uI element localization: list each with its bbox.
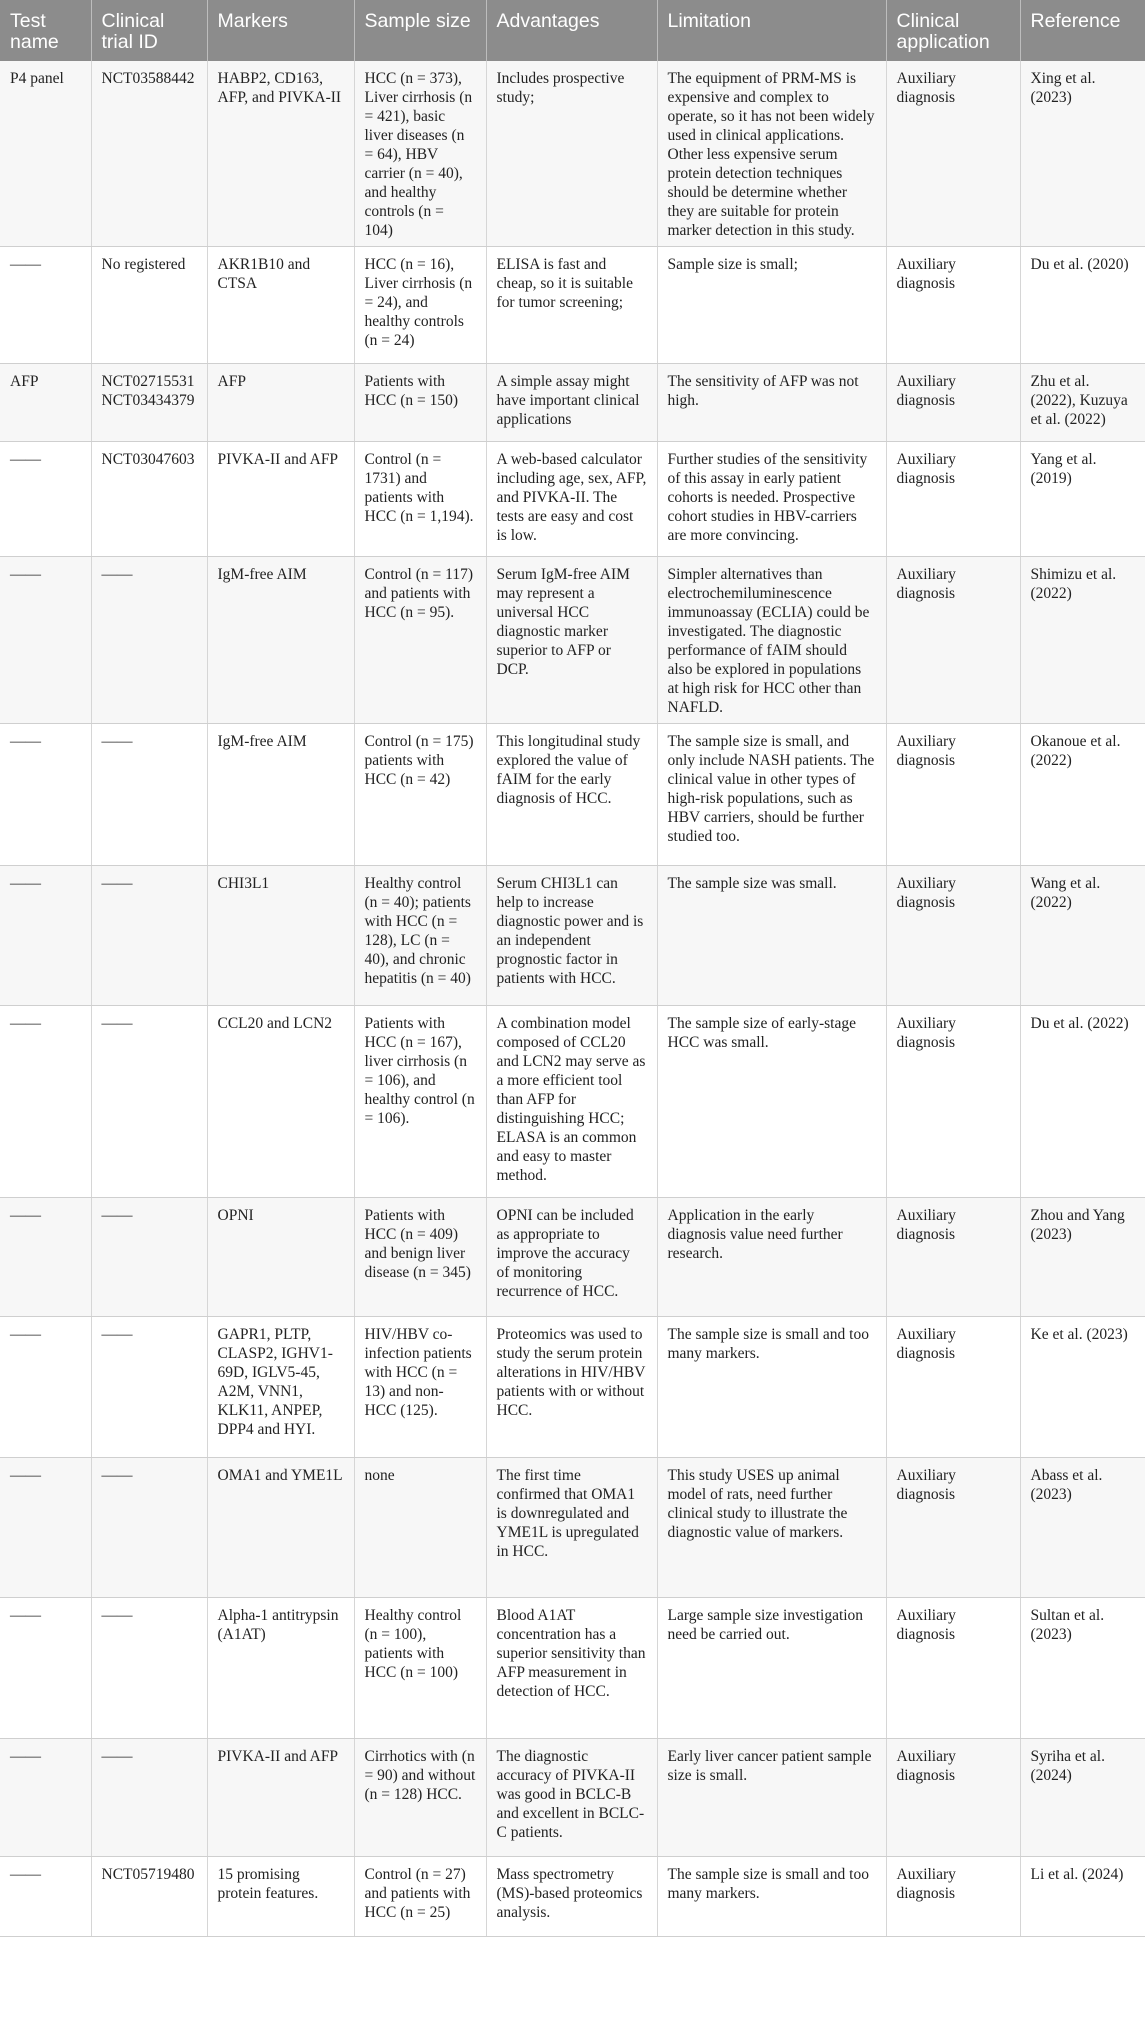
cell-markers: AKR1B10 and CTSA [207, 247, 354, 364]
cell-sample-size: Control (n = 175) patients with HCC (n = 42) [354, 724, 486, 866]
header-sample-size: Sample size [354, 0, 486, 61]
cell-markers: PIVKA-II and AFP [207, 442, 354, 557]
cell-clinical-trial-id: —— [91, 1317, 207, 1458]
cell-sample-size: HIV/HBV co-infection patients with HCC (n = 13) and non-HCC (125). [354, 1317, 486, 1458]
cell-sample-size: Patients with HCC (n = 409) and benign liver disease (n = 345) [354, 1198, 486, 1317]
cell-clinical-trial-id: No registered [91, 247, 207, 364]
cell-advantages: The diagnostic accuracy of PIVKA-II was good in BCLC-B and excellent in BCLC-C patients. [486, 1739, 657, 1857]
cell-test-name: —— [0, 1458, 91, 1598]
cell-limitation: Sample size is small; [657, 247, 886, 364]
header-test-name: Test name [0, 0, 91, 61]
table-row [0, 1857, 1145, 1937]
cell-limitation: Further studies of the sensitivity of this assay in early patient cohorts is needed. Prospective cohort studies in HBV-carriers are more convincing. [657, 442, 886, 557]
cell-limitation: The sensitivity of AFP was not high. [657, 364, 886, 442]
cell-test-name: —— [0, 1317, 91, 1458]
cell-clinical-trial-id: —— [91, 1198, 207, 1317]
cell-reference: Sultan et al. (2023) [1020, 1598, 1145, 1739]
cell-advantages: A simple assay might have important clinical applications [486, 364, 657, 442]
cell-test-name: AFP [0, 364, 91, 442]
table-row [0, 61, 1145, 247]
cell-sample-size: Healthy control (n = 40); patients with HCC (n = 128), LC (n = 40), and chronic hepatitis (n = 40) [354, 866, 486, 1006]
cell-advantages: Blood A1AT concentration has a superior sensitivity than AFP measurement in detection of HCC. [486, 1598, 657, 1739]
cell-reference: Shimizu et al. (2022) [1020, 557, 1145, 724]
table-row [0, 1458, 1145, 1598]
table-row [0, 442, 1145, 557]
cell-clinical-trial-id: NCT03588442 [91, 61, 207, 247]
cell-reference: Wang et al. (2022) [1020, 866, 1145, 1006]
cell-limitation: The sample size is small and too many markers. [657, 1857, 886, 1937]
cell-markers: IgM-free AIM [207, 557, 354, 724]
cell-reference: Du et al. (2022) [1020, 1006, 1145, 1198]
cell-markers: GAPR1, PLTP, CLASP2, IGHV1-69D, IGLV5-45, A2M, VNN1, KLK11, ANPEP, DPP4 and HYI. [207, 1317, 354, 1458]
cell-clinical-application: Auxiliary diagnosis [886, 1198, 1020, 1317]
table-row [0, 1739, 1145, 1857]
table-row [0, 247, 1145, 364]
cell-sample-size: Control (n = 27) and patients with HCC (n = 25) [354, 1857, 486, 1937]
cell-advantages: Includes prospective study; [486, 61, 657, 247]
cell-clinical-application: Auxiliary diagnosis [886, 1857, 1020, 1937]
cell-sample-size: Patients with HCC (n = 167), liver cirrhosis (n = 106), and healthy control (n = 106). [354, 1006, 486, 1198]
cell-clinical-trial-id: —— [91, 1598, 207, 1739]
cell-clinical-trial-id: —— [91, 1739, 207, 1857]
header-clinical-application: Clinical application [886, 0, 1020, 61]
header-clinical-trial-id: Clinical trial ID [91, 0, 207, 61]
cell-sample-size: HCC (n = 373), Liver cirrhosis (n = 421), basic liver diseases (n = 64), HBV carrier (n = 40), and healthy controls (n = 104) [354, 61, 486, 247]
cell-reference: Zhu et al. (2022), Kuzuya et al. (2022) [1020, 364, 1145, 442]
cell-reference: Du et al. (2020) [1020, 247, 1145, 364]
cell-reference: Li et al. (2024) [1020, 1857, 1145, 1937]
cell-clinical-application: Auxiliary diagnosis [886, 1317, 1020, 1458]
header-reference: Reference [1020, 0, 1145, 61]
cell-limitation: The equipment of PRM-MS is expensive and complex to operate, so it has not been widely used in clinical applications. Other less expensive serum protein detection techniques should be determine whether they are suitable for protein marker detection in this study. [657, 61, 886, 247]
cell-limitation: The sample size is small and too many markers. [657, 1317, 886, 1458]
cell-clinical-application: Auxiliary diagnosis [886, 724, 1020, 866]
cell-sample-size: Patients with HCC (n = 150) [354, 364, 486, 442]
cell-reference: Abass et al. (2023) [1020, 1458, 1145, 1598]
cell-test-name: —— [0, 1006, 91, 1198]
cell-markers: HABP2, CD163, AFP, and PIVKA-II [207, 61, 354, 247]
table-row [0, 1006, 1145, 1198]
cell-markers: OMA1 and YME1L [207, 1458, 354, 1598]
cell-clinical-trial-id: —— [91, 1458, 207, 1598]
cell-sample-size: HCC (n = 16), Liver cirrhosis (n = 24), and healthy controls (n = 24) [354, 247, 486, 364]
cell-test-name: —— [0, 1739, 91, 1857]
cell-markers: Alpha-1 antitrypsin (A1AT) [207, 1598, 354, 1739]
cell-test-name: —— [0, 866, 91, 1006]
cell-clinical-application: Auxiliary diagnosis [886, 364, 1020, 442]
cell-sample-size: Control (n = 1731) and patients with HCC (n = 1,194). [354, 442, 486, 557]
cell-test-name: —— [0, 724, 91, 866]
cell-sample-size: none [354, 1458, 486, 1598]
cell-test-name: —— [0, 1857, 91, 1937]
cell-clinical-application: Auxiliary diagnosis [886, 1458, 1020, 1598]
table-row [0, 364, 1145, 442]
cell-test-name: —— [0, 247, 91, 364]
cell-clinical-trial-id: NCT05719480 [91, 1857, 207, 1937]
cell-clinical-application: Auxiliary diagnosis [886, 557, 1020, 724]
cell-markers: CCL20 and LCN2 [207, 1006, 354, 1198]
cell-reference: Syriha et al. (2024) [1020, 1739, 1145, 1857]
cell-advantages: Serum CHI3L1 can help to increase diagnostic power and is an independent prognostic factor in patients with HCC. [486, 866, 657, 1006]
table-row [0, 866, 1145, 1006]
cell-markers: CHI3L1 [207, 866, 354, 1006]
cell-advantages: Serum IgM-free AIM may represent a universal HCC diagnostic marker superior to AFP or DCP. [486, 557, 657, 724]
cell-clinical-trial-id: —— [91, 1006, 207, 1198]
cell-clinical-trial-id: NCT03047603 [91, 442, 207, 557]
cell-test-name: —— [0, 1198, 91, 1317]
table-row [0, 557, 1145, 724]
cell-limitation: Large sample size investigation need be carried out. [657, 1598, 886, 1739]
cell-reference: Yang et al. (2019) [1020, 442, 1145, 557]
cell-limitation: This study USES up animal model of rats, need further clinical study to illustrate the diagnostic value of markers. [657, 1458, 886, 1598]
header-advantages: Advantages [486, 0, 657, 61]
cell-sample-size: Cirrhotics with (n = 90) and without (n = 128) HCC. [354, 1739, 486, 1857]
cell-reference: Zhou and Yang (2023) [1020, 1198, 1145, 1317]
table-row [0, 1598, 1145, 1739]
cell-limitation: The sample size is small, and only include NASH patients. The clinical value in other types of high-risk populations, such as HBV carriers, should be further studied too. [657, 724, 886, 866]
cell-clinical-trial-id: NCT02715531 NCT03434379 [91, 364, 207, 442]
cell-clinical-application: Auxiliary diagnosis [886, 1739, 1020, 1857]
cell-limitation: The sample size of early-stage HCC was small. [657, 1006, 886, 1198]
cell-test-name: P4 panel [0, 61, 91, 247]
cell-test-name: —— [0, 442, 91, 557]
cell-clinical-application: Auxiliary diagnosis [886, 61, 1020, 247]
cell-markers: OPNI [207, 1198, 354, 1317]
cell-advantages: ELISA is fast and cheap, so it is suitable for tumor screening; [486, 247, 657, 364]
cell-advantages: A combination model composed of CCL20 and LCN2 may serve as a more efficient tool than AFP for distinguishing HCC; ELASA is an common and easy to master method. [486, 1006, 657, 1198]
cell-limitation: Application in the early diagnosis value need further research. [657, 1198, 886, 1317]
cell-reference: Xing et al. (2023) [1020, 61, 1145, 247]
cell-reference: Ke et al. (2023) [1020, 1317, 1145, 1458]
cell-sample-size: Healthy control (n = 100), patients with HCC (n = 100) [354, 1598, 486, 1739]
cell-sample-size: Control (n = 117) and patients with HCC (n = 95). [354, 557, 486, 724]
cell-clinical-application: Auxiliary diagnosis [886, 1006, 1020, 1198]
cell-markers: PIVKA-II and AFP [207, 1739, 354, 1857]
table-row [0, 724, 1145, 866]
cell-clinical-application: Auxiliary diagnosis [886, 442, 1020, 557]
cell-advantages: Mass spectrometry (MS)-based proteomics analysis. [486, 1857, 657, 1937]
cell-markers: AFP [207, 364, 354, 442]
cell-limitation: The sample size was small. [657, 866, 886, 1006]
cell-clinical-application: Auxiliary diagnosis [886, 1598, 1020, 1739]
cell-clinical-trial-id: —— [91, 866, 207, 1006]
table-row [0, 1317, 1145, 1458]
cell-clinical-application: Auxiliary diagnosis [886, 247, 1020, 364]
cell-clinical-application: Auxiliary diagnosis [886, 866, 1020, 1006]
cell-limitation: Early liver cancer patient sample size is small. [657, 1739, 886, 1857]
header-row [0, 0, 1145, 61]
cell-markers: IgM-free AIM [207, 724, 354, 866]
header-markers: Markers [207, 0, 354, 61]
cell-advantages: The first time confirmed that OMA1 is downregulated and YME1L is upregulated in HCC. [486, 1458, 657, 1598]
table-row [0, 1198, 1145, 1317]
cell-advantages: Proteomics was used to study the serum protein alterations in HIV/HBV patients with or without HCC. [486, 1317, 657, 1458]
cell-clinical-trial-id: —— [91, 557, 207, 724]
cell-advantages: OPNI can be included as appropriate to improve the accuracy of monitoring recurrence of HCC. [486, 1198, 657, 1317]
cell-reference: Okanoue et al. (2022) [1020, 724, 1145, 866]
cell-clinical-trial-id: —— [91, 724, 207, 866]
header-limitation: Limitation [657, 0, 886, 61]
cell-test-name: —— [0, 557, 91, 724]
cell-markers: 15 promising protein features. [207, 1857, 354, 1937]
cell-test-name: —— [0, 1598, 91, 1739]
cell-advantages: This longitudinal study explored the value of fAIM for the early diagnosis of HCC. [486, 724, 657, 866]
cell-limitation: Simpler alternatives than electrochemiluminescence immunoassay (ECLIA) could be investigated. The diagnostic performance of fAIM should also be explored in populations at high risk for HCC other than NAFLD. [657, 557, 886, 724]
cell-advantages: A web-based calculator including age, sex, AFP, and PIVKA-II. The tests are easy and cost is low. [486, 442, 657, 557]
